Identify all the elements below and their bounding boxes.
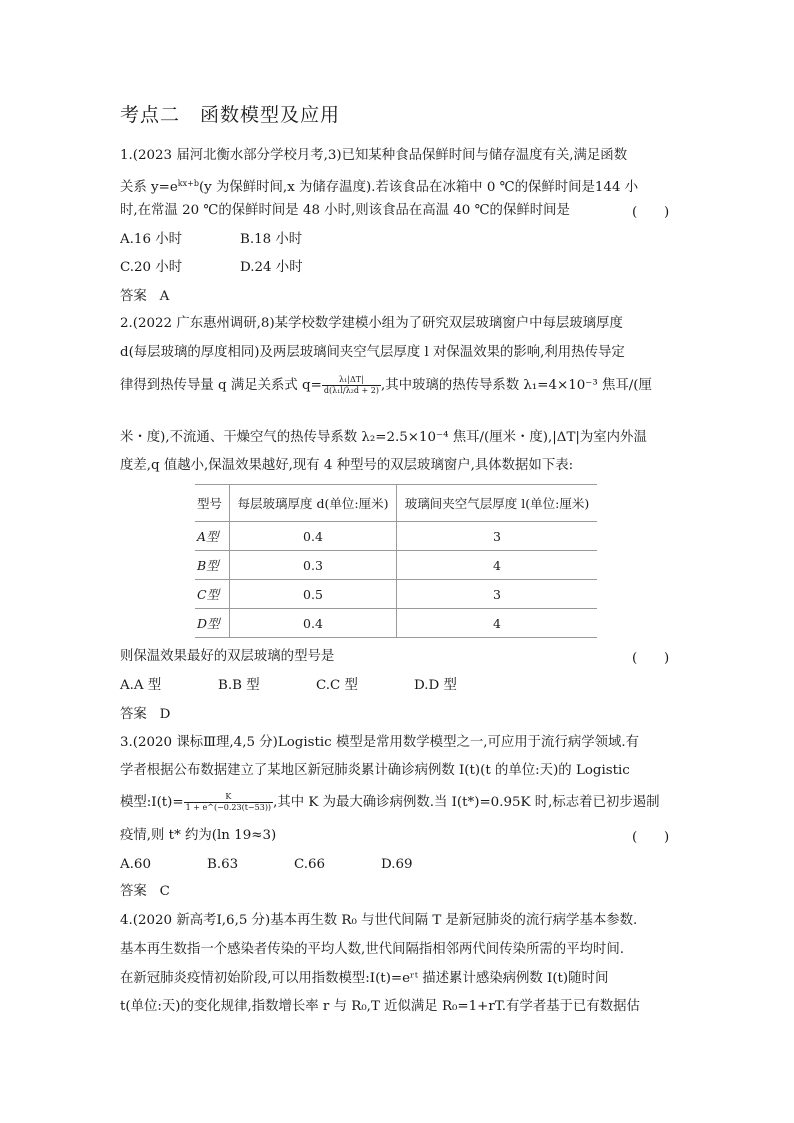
q3-answer-blank: ( ) <box>632 830 670 845</box>
q3-formula-fraction <box>184 792 273 813</box>
q4-line-2: 基本再生数指一个感染者传染的平均人数,世代间隔指相邻两代间传染所需的平均时间. <box>120 942 624 957</box>
q3-line-3 <box>120 792 680 813</box>
table-cell-model: A型 <box>195 522 230 551</box>
q2-options-row <box>120 676 680 696</box>
q2-option-a: A.A 型 <box>120 678 162 693</box>
q3-line-3-pre: 模型:I(t)= <box>120 795 184 810</box>
q2-line-2: d(每层玻璃的厚度相同)及两层玻璃间夹空气层厚度 l 对保温效果的影响,利用热传导定 <box>120 345 625 360</box>
q2-line-5: 度差,q 值越小,保温效果越好,现有 4 种型号的双层玻璃窗户,具体数据如下表: <box>120 458 574 473</box>
table-row <box>195 580 597 609</box>
q1-line-1: 1.(2023 届河北衡水部分学校月考,3)已知某种食品保鲜时间与储存温度有关,满足函数 <box>120 148 628 163</box>
q3-line-3-post: ,其中 K 为最大确诊病例数.当 I(t*)=0.95K 时,标志着已初步遏制 <box>273 795 660 810</box>
table-cell-model: C型 <box>195 580 230 609</box>
table-cell-air-layer: 3 <box>397 522 598 551</box>
q1-option-d: D.24 小时 <box>240 260 303 275</box>
q3-line-4: 疫情,则 t* 约为(ln 19≈3) <box>120 828 277 843</box>
q3-answer-value: C <box>159 884 170 899</box>
q3-line-2: 学者根据公布数据建立了某地区新冠肺炎累计确诊病例数 I(t)(t 的单位:天)的 Logistic <box>120 763 630 778</box>
q1-option-c: C.20 小时 <box>120 260 183 275</box>
q2-answer-label: 答案 <box>120 707 147 722</box>
q1-options-row-2 <box>120 258 680 278</box>
table-cell-air-layer: 3 <box>397 580 598 609</box>
q1-answer <box>120 287 680 307</box>
q1-option-b: B.18 小时 <box>240 232 303 247</box>
table-row <box>195 551 597 580</box>
q3-answer <box>120 882 680 902</box>
table-cell-thickness: 0.3 <box>230 551 397 580</box>
q2-line-3 <box>120 375 680 396</box>
q2-line-1: 2.(2022 广东惠州调研,8)某学校数学建模小组为了研究双层玻璃窗户中每层玻璃厚度 <box>120 316 623 331</box>
q2-answer-blank: ( ) <box>632 651 670 666</box>
q4-line-3: 在新冠肺炎疫情初始阶段,可以用指数模型:I(t)=eʳᵗ 描述累计感染病例数 I(t)随时间 <box>120 971 609 986</box>
q1-answer-label: 答案 <box>120 289 147 304</box>
section-title: 考点二 函数模型及应用 <box>120 104 341 126</box>
q3-line-1: 3.(2020 课标Ⅲ理,4,5 分)Logistic 模型是常用数学模型之一,可应用于流行病学领域.有 <box>120 735 640 750</box>
q1-answer-value: A <box>159 289 170 304</box>
table-cell-air-layer: 4 <box>397 551 598 580</box>
table-cell-thickness: 0.4 <box>230 522 397 551</box>
q3-formula-numerator: K <box>184 792 273 803</box>
table-row <box>195 609 597 638</box>
q1-answer-blank: ( ) <box>632 205 670 220</box>
q2-option-d: D.D 型 <box>414 678 457 693</box>
q3-answer-label: 答案 <box>120 884 147 899</box>
table-header-air-layer: 玻璃间夹空气层厚度 l(单位:厘米) <box>397 485 598 522</box>
q2-answer-value: D <box>159 707 171 722</box>
q3-option-d: D.69 <box>381 857 413 872</box>
q4-line-4: t(单位:天)的变化规律,指数增长率 r 与 R₀,T 近似满足 R₀=1+rT.有学者基于已有数据估 <box>120 999 640 1014</box>
table-cell-air-layer: 4 <box>397 609 598 638</box>
q3-formula-denominator: 1 + e^(−0.23(t−53)) <box>185 803 272 812</box>
q2-line-3-post: ,其中玻璃的热传导系数 λ₁=4×10⁻³ 焦耳/(厘 <box>381 378 652 393</box>
table-cell-thickness: 0.4 <box>230 609 397 638</box>
table-header-row <box>195 485 597 522</box>
q1-line-2-post: (y 为保鲜时间,x 为储存温度).若该食品在冰箱中 0 ℃的保鲜时间是144 小 <box>198 180 639 195</box>
q1-line-3: 时,在常温 20 ℃的保鲜时间是 48 小时,则该食品在高温 40 ℃的保鲜时间是 <box>120 203 570 218</box>
q2-formula-fraction <box>322 375 381 396</box>
q1-line-2-pre: 关系 y=e <box>120 180 178 195</box>
q4-line-1: 4.(2020 新高考Ⅰ,6,5 分)基本再生数 R₀ 与世代间隔 T 是新冠肺炎的流行病学基本参数. <box>120 913 638 928</box>
q3-option-b: B.63 <box>207 857 239 872</box>
q2-option-c: C.C 型 <box>316 678 358 693</box>
glass-data-table <box>195 484 597 638</box>
q1-line-2 <box>120 174 680 198</box>
table-header-thickness: 每层玻璃厚度 d(单位:厘米) <box>230 485 397 522</box>
q2-line-4: 米・度),不流通、干燥空气的热传导系数 λ₂=2.5×10⁻⁴ 焦耳/(厘米・度),|ΔT|为室内外温 <box>120 430 647 445</box>
q3-option-a: A.60 <box>120 857 151 872</box>
q1-exponent: kx+b <box>177 179 199 188</box>
table-cell-model: B型 <box>195 551 230 580</box>
q2-answer <box>120 705 680 725</box>
q2-line-3-pre: 律得到热传导量 q 满足关系式 q= <box>120 378 322 393</box>
q2-formula-numerator: λ₁|ΔT| <box>322 375 381 386</box>
table-header-model: 型号 <box>195 485 230 522</box>
q2-question: 则保温效果最好的双层玻璃的型号是 <box>120 649 335 664</box>
q2-formula-denominator: d(λ₁l/λ₂d + 2) <box>323 386 379 395</box>
q3-option-c: C.66 <box>294 857 326 872</box>
q3-options-row <box>120 855 680 875</box>
table-cell-model: D型 <box>195 609 230 638</box>
q2-option-b: B.B 型 <box>218 678 260 693</box>
q1-option-a: A.16 小时 <box>120 232 183 247</box>
table-row <box>195 522 597 551</box>
table-cell-thickness: 0.5 <box>230 580 397 609</box>
q1-options-row-1 <box>120 230 680 250</box>
